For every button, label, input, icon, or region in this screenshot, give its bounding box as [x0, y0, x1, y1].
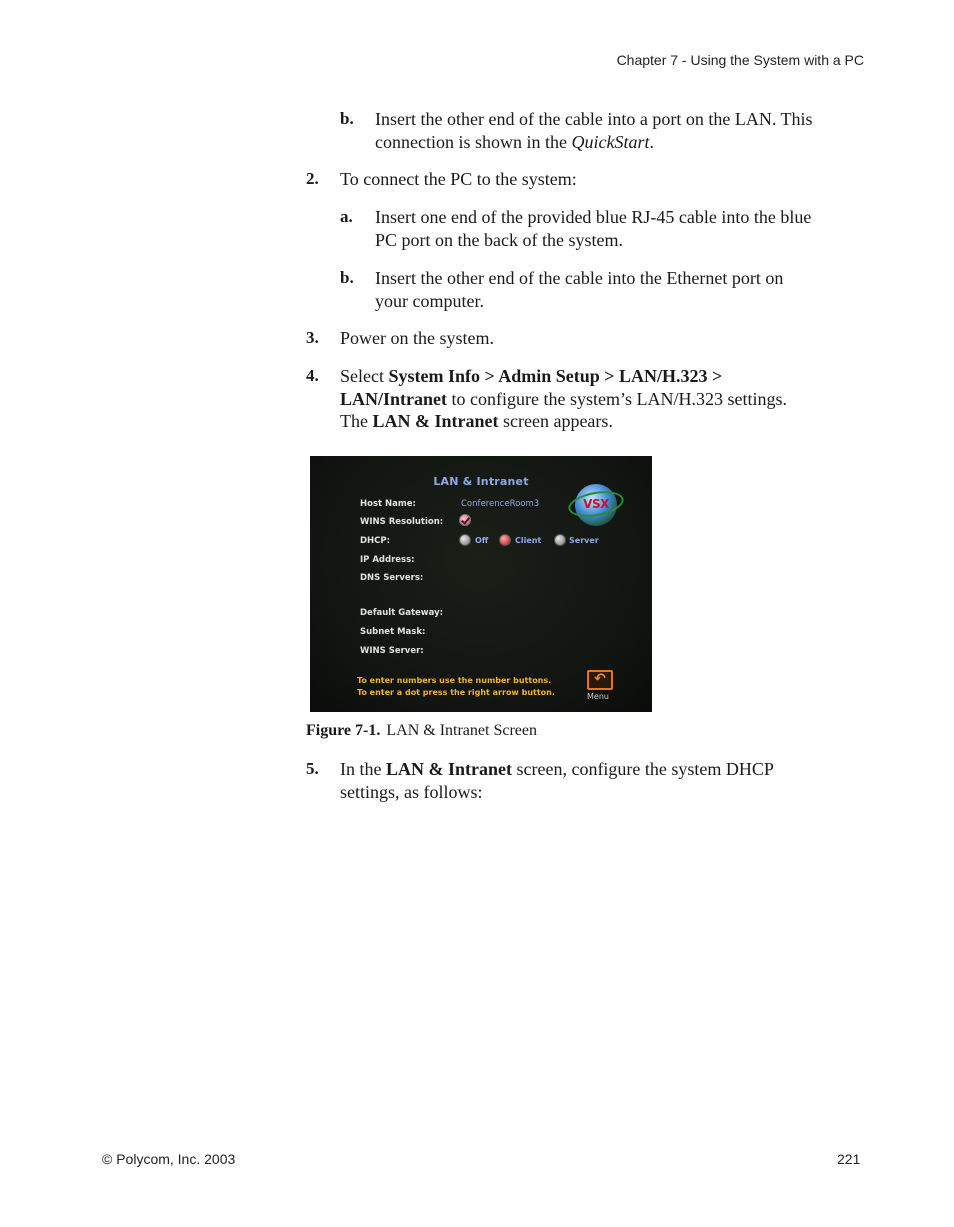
- dhcp-label: DHCP:: [360, 536, 391, 546]
- dhcp-server-label: Server: [569, 536, 599, 545]
- step-a2-line2: PC port on the back of the system.: [375, 229, 623, 250]
- step-b2-line2: your computer.: [375, 290, 484, 311]
- step-4-line3: [340, 410, 787, 433]
- step-5-post: screen, configure the system DHCP: [511, 759, 774, 779]
- dhcp-server-radio[interactable]: [554, 534, 566, 546]
- default-gateway-label: Default Gateway:: [360, 608, 444, 618]
- step-a2-line1: Insert one end of the provided blue RJ-45 cable into the blue: [375, 207, 812, 227]
- step-a2-number: a.: [340, 207, 353, 226]
- wins-resolution-label: WINS Resolution:: [360, 517, 444, 527]
- step-b1-line2-post: .: [649, 131, 654, 152]
- step-2-number: 2.: [306, 169, 319, 188]
- ip-address-label: IP Address:: [360, 555, 415, 565]
- step-a2-text: [375, 206, 811, 251]
- step-b2-text: [375, 267, 783, 312]
- quickstart-reference: QuickStart: [571, 131, 650, 152]
- step-5-bold: LAN & Intranet: [385, 759, 512, 779]
- step-5-pre: In the: [340, 759, 386, 779]
- step-5-number: 5.: [306, 759, 319, 778]
- step-b2-number: b.: [340, 268, 354, 287]
- step-b1-number: b.: [340, 109, 354, 128]
- host-name-label: Host Name:: [360, 499, 416, 509]
- menu-back-button[interactable]: [587, 670, 613, 690]
- screen-title: LAN & Intranet: [433, 475, 529, 488]
- step-4-number: 4.: [306, 366, 319, 385]
- menu-path-part1: System Info > Admin Setup > LAN/H.323 >: [388, 366, 723, 386]
- logo-text: VSX: [583, 497, 609, 511]
- step-3-number: 3.: [306, 328, 319, 347]
- step-4-line2-post: to configure the system’s LAN/H.323 settings.: [447, 388, 787, 409]
- dhcp-client-label: Client: [515, 536, 542, 545]
- step-2-text: To connect the PC to the system:: [340, 169, 577, 189]
- step-b1-text: [375, 108, 813, 153]
- hint-dot: To enter a dot press the right arrow button.: [357, 688, 555, 697]
- host-name-value: ConferenceRoom3: [461, 499, 540, 509]
- dhcp-off-radio[interactable]: [459, 534, 471, 546]
- wins-resolution-checkbox[interactable]: [459, 514, 471, 526]
- wins-server-label: WINS Server:: [360, 646, 424, 656]
- running-header: Chapter 7 - Using the System with a PC: [616, 52, 864, 68]
- step-b1-line2: [375, 131, 813, 154]
- lan-intranet-screenshot: [310, 456, 652, 712]
- step-3-text: Power on the system.: [340, 328, 494, 348]
- menu-label: Menu: [587, 692, 609, 701]
- step-4-line3-post: screen appears.: [498, 411, 613, 431]
- subnet-mask-label: Subnet Mask:: [360, 627, 426, 637]
- step-5-line1: [340, 758, 774, 781]
- step-b1-line2-pre: connection is shown in the: [375, 131, 572, 152]
- footer-copyright: © Polycom, Inc. 2003: [102, 1151, 236, 1167]
- step-4-line3-pre: The: [340, 411, 373, 431]
- step-4-line1: [340, 365, 787, 388]
- figure-caption: [306, 722, 537, 740]
- dns-servers-label: DNS Servers:: [360, 573, 424, 583]
- step-4-select: Select: [340, 366, 389, 386]
- figure-label: Figure 7-1.: [306, 722, 381, 739]
- step-5-line2: settings, as follows:: [340, 781, 483, 802]
- step-4-line2: [340, 388, 787, 411]
- dhcp-client-radio[interactable]: [499, 534, 511, 546]
- hint-numbers: To enter numbers use the number buttons.: [357, 676, 552, 685]
- step-5-text: [340, 758, 774, 803]
- page-number: 221: [837, 1151, 861, 1167]
- step-b1-line1: Insert the other end of the cable into a port on the LAN. This: [375, 109, 813, 129]
- back-arrow-icon: ↶: [594, 671, 606, 687]
- figure-caption-text: LAN & Intranet Screen: [386, 722, 537, 739]
- step-b2-line1: Insert the other end of the cable into the Ethernet port on: [375, 268, 784, 288]
- dhcp-off-label: Off: [475, 536, 489, 545]
- menu-path-part2: LAN/Intranet: [340, 388, 447, 409]
- screen-name-bold: LAN & Intranet: [372, 411, 499, 431]
- step-4-text: [340, 365, 787, 433]
